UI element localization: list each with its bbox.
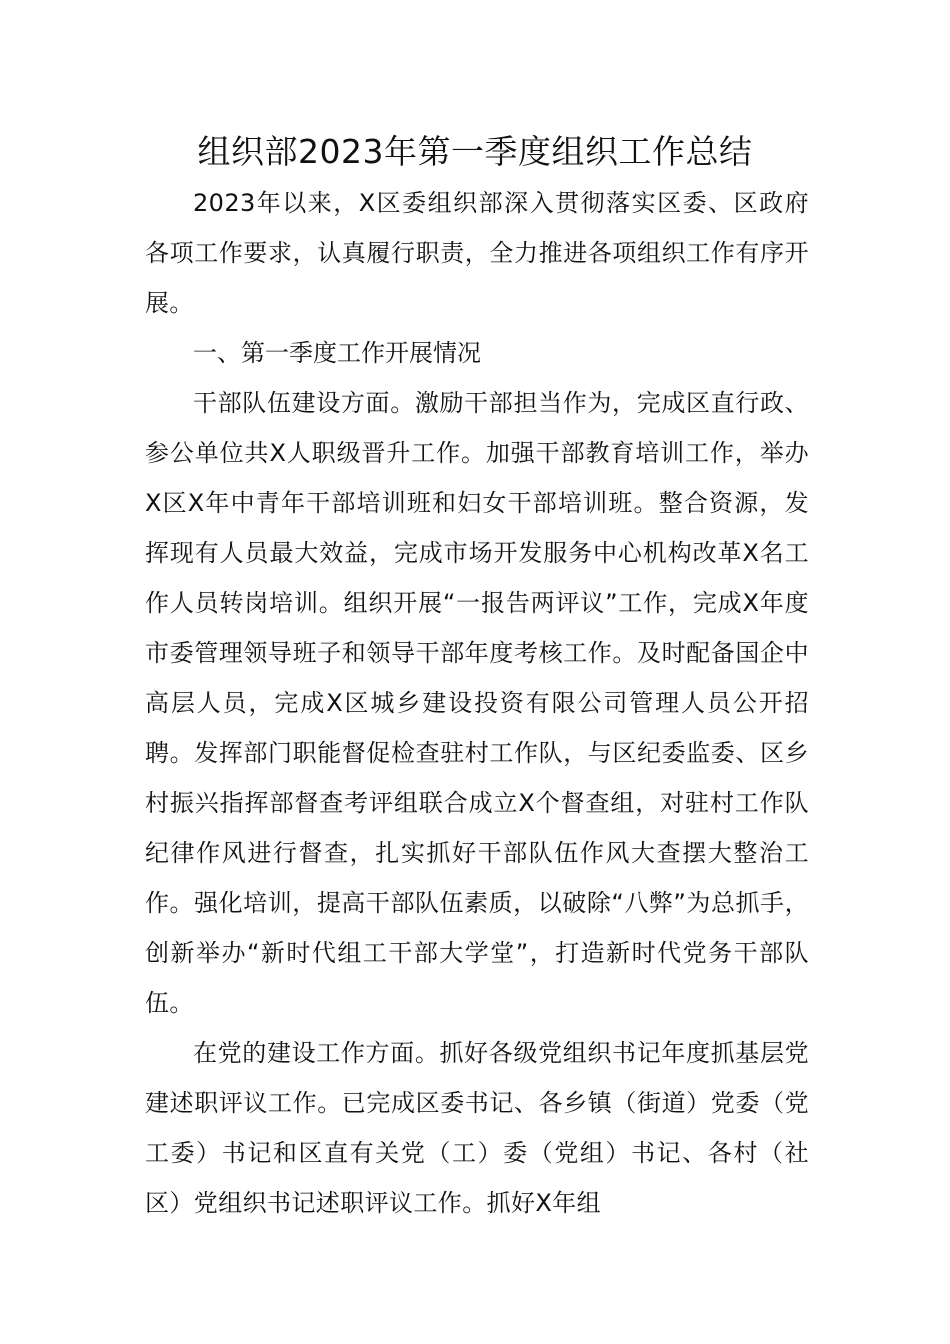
section-heading: 一、第一季度工作开展情况 <box>193 339 481 367</box>
document-body <box>145 178 809 1228</box>
intro-paragraph: 2023年以来，X区委组织部深入贯彻落实区委、区政府各项工作要求，认真履行职责，全力推进各项组织工作有序开展。 <box>145 189 809 317</box>
document-title: 组织部2023年第一季度组织工作总结 <box>197 132 753 171</box>
party-building-paragraph: 在党的建设工作方面。抓好各级党组织书记年度抓基层党建述职评议工作。已完成区委书记、各乡镇（街道）党委（党工委）书记和区直有关党（工）委（党组）书记、各村（社区）党组织书记述职评议工作。抓好X年组 <box>145 1039 809 1217</box>
cadre-paragraph: 干部队伍建设方面。激励干部担当作为，完成区直行政、参公单位共X人职级晋升工作。加强干部教育培训工作，举办X区X年中青年干部培训班和妇女干部培训班。整合资源，发挥现有人员最大效益，完成市场开发服务中心机构改革X名工作人员转岗培训。组织开展“一报告两评议”工作，完成X年度市委管理领导班子和领导干部年度考核工作。及时配备国企中高层人员，完成X区城乡建设投资有限公司管理人员公开招聘。发挥部门职能督促检查驻村工作队，与区纪委监委、区乡村振兴指挥部督查考评组联合成立X个督查组，对驻村工作队纪律作风进行督查，扎实抓好干部队伍作风大查摆大整治工作。强化培训，提高干部队伍素质，以破除“八弊”为总抓手，创新举办“新时代组工干部大学堂”，打造新时代党务干部队伍。 <box>145 389 809 1017</box>
